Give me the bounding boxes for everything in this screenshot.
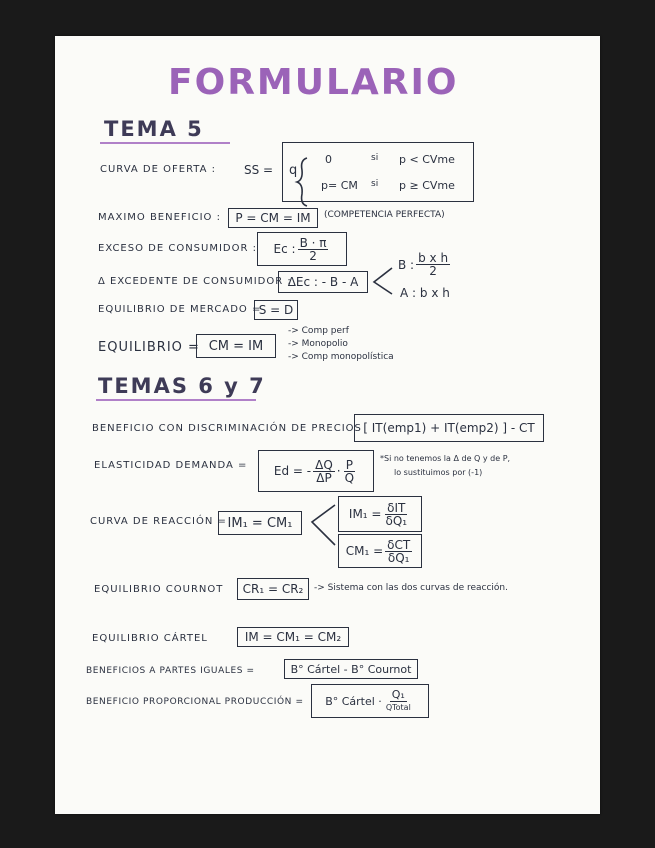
im1-fraction (383, 502, 409, 527)
elasticidad-note-1: *Si no tenemos la Δ de Q y de P, (380, 454, 511, 463)
im1-box (338, 496, 422, 532)
page-title: FORMULARIO (168, 62, 459, 103)
curva-reaccion-label: CURVA DE REACCIÓN = (90, 516, 227, 527)
elasticidad-box (258, 450, 374, 492)
maximo-beneficio-formula: P = CM = IM (228, 208, 318, 228)
delta-excedente-label: Δ EXCEDENTE DE CONSUMIDOR : (98, 276, 292, 287)
elasticidad-note-2: lo sustituimos por (-1) (394, 468, 483, 477)
bp-num: Q₁ (391, 687, 405, 701)
equilibrio-cournot-label: EQUILIBRIO COURNOT (94, 584, 224, 595)
row1-value: 0 (325, 153, 332, 166)
b-numerator: b x h (418, 251, 449, 265)
cm1-box (338, 534, 422, 568)
beneficio-proporcional-label: BENEFICIO PROPORCIONAL PRODUCCIÓN = (86, 697, 304, 707)
bp-den: QTotal (385, 702, 411, 712)
cm1-num: δCT (387, 537, 411, 552)
maximo-beneficio-label: MAXIMO BENEFICIO : (98, 212, 221, 223)
section-underline (100, 142, 230, 144)
ed-fraction-1 (313, 459, 335, 484)
cm1-lhs: CM₁ = (345, 544, 384, 558)
section-heading-temas67: TEMAS 6 y 7 (98, 374, 266, 398)
equilibrio-cournot-note: -> Sistema con las dos curvas de reacción. (314, 583, 508, 593)
im1-lhs: IM₁ = (348, 507, 382, 521)
equilibrio-formula: CM = IM (196, 334, 276, 358)
delta-ec-formula: ΔEc : - B - A (278, 271, 368, 293)
ed-num-1: ΔQ (315, 457, 333, 472)
curva-reaccion-formula: IM₁ = CM₁ (218, 511, 302, 535)
equilibrio-mercado-label: EQUILIBRIO DE MERCADO = (98, 304, 262, 315)
b-fraction (416, 252, 450, 277)
im1-num: δIT (387, 500, 406, 515)
b-denominator: 2 (429, 264, 437, 278)
equilibrio-cartel-label: EQUILIBRIO CÁRTEL (92, 633, 208, 644)
b-label: B : (398, 257, 415, 272)
a-formula: A : b x h (400, 286, 450, 300)
ed-den-2: Q (344, 470, 355, 485)
equilibrio-cournot-formula: CR₁ = CR₂ (237, 578, 309, 600)
competencia-perfecta-note: (COMPETENCIA PERFECTA) (324, 210, 445, 220)
ec-numerator: B · π (299, 235, 327, 250)
ed-den-1: ΔP (316, 470, 332, 485)
bp-lhs: B° Cártel · (325, 694, 382, 708)
section-heading-tema5: TEMA 5 (104, 117, 204, 141)
beneficio-discriminacion-label: BENEFICIO CON DISCRIMINACIÓN DE PRECIOS (92, 423, 362, 434)
beneficios-iguales-label: BENEFICIOS A PARTES IGUALES = (86, 666, 255, 676)
equilibrio-note-2: -> Monopolio (288, 339, 348, 349)
ec-denominator: 2 (309, 248, 317, 263)
beneficio-proporcional-box (311, 684, 429, 718)
cm1-fraction (385, 539, 412, 564)
cm1-den: δQ₁ (387, 550, 410, 565)
equilibrio-note-1: -> Comp perf (288, 326, 349, 336)
equilibrio-label: EQUILIBRIO = (98, 340, 200, 355)
beneficio-discriminacion-formula: [ IT(emp1) + IT(emp2) ] - CT (354, 414, 544, 442)
curva-oferta-box (282, 142, 474, 202)
row1-condition: p < CVme (399, 153, 455, 166)
ed-fraction-2 (343, 459, 356, 484)
exceso-consumidor-label: EXCESO DE CONSUMIDOR : (98, 243, 257, 254)
section-underline-2 (96, 399, 256, 401)
elasticidad-label: ELASTICIDAD DEMANDA = (94, 460, 248, 471)
ed-num-2: P (345, 457, 353, 472)
exceso-consumidor-box (257, 232, 347, 266)
row1-si: si (371, 153, 379, 163)
ed-dot: · (336, 464, 341, 478)
row2-condition: p ≥ CVme (399, 179, 455, 192)
im1-den: δQ₁ (385, 513, 408, 528)
b-formula (398, 252, 452, 277)
curva-oferta-label: CURVA DE OFERTA : (100, 164, 217, 175)
equilibrio-note-3: -> Comp monopolística (288, 352, 394, 362)
equilibrio-mercado-formula: S = D (254, 300, 298, 320)
row2-si: si (371, 179, 379, 189)
ss-label: SS = (244, 163, 274, 177)
q-symbol: q (289, 163, 298, 178)
ed-lhs: Ed = - (273, 464, 312, 478)
equilibrio-cartel-formula: IM = CM₁ = CM₂ (237, 627, 349, 647)
row2-value: p= CM (321, 179, 358, 192)
beneficios-iguales-formula: B° Cártel - B° Cournot (284, 659, 418, 679)
ec-lhs: Ec : (273, 242, 296, 256)
ec-fraction (298, 237, 329, 262)
bp-fraction (384, 689, 413, 714)
